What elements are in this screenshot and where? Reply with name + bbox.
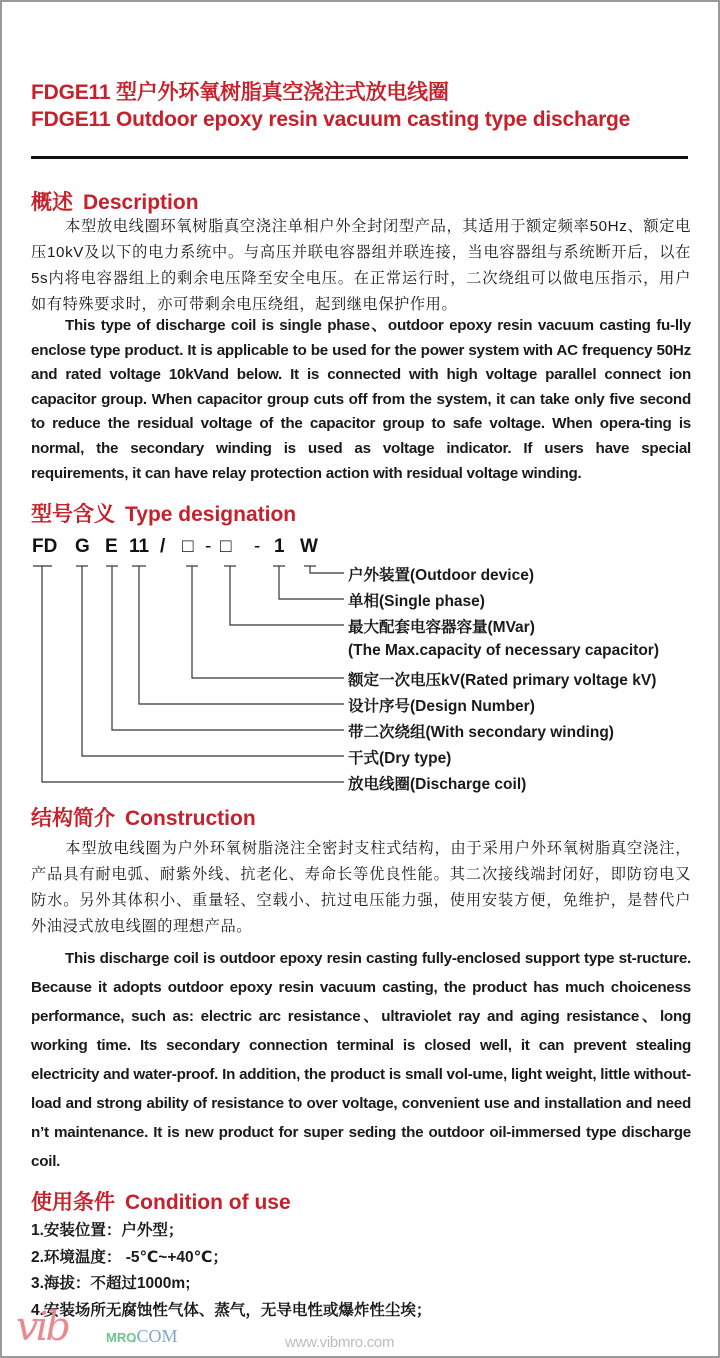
title-cn: FDGE11 型户外环氧树脂真空浇注式放电线圈 — [31, 81, 449, 104]
construction-cn-body: 本型放电线圈为户外环氧树脂浇注全密封支柱式结构，由于采用户外环氧树脂真空浇注，产品具有耐电弧、耐紫外线、抗老化、寿命长等优良性能。其二次接线端封闭好，即防窃电又防水。另外其体积小、重量轻、空载小、抗过电压能力强，使用安装方便，免维护，是替代户外油浸式放电线圈的理想产品。 — [31, 840, 691, 935]
label-dry-type: 干式(Dry type) — [348, 750, 452, 767]
title-en: FDGE11 Outdoor epoxy resin vacuum casting type discharge — [31, 108, 631, 131]
heading-en: Type designation — [125, 503, 297, 526]
heading-cn: 使用条件 — [31, 1191, 115, 1214]
leader-w — [310, 566, 344, 573]
logo-mro: MRO — [106, 1330, 137, 1345]
label-secondary-winding: 带二次绕组(With secondary winding) — [348, 724, 614, 741]
condition-item: 1.安装位置：户外型； — [31, 1222, 184, 1239]
heading-en: Construction — [125, 807, 256, 830]
code-part-11: 11 — [129, 536, 150, 557]
label-outdoor-device: 户外装置(Outdoor device) — [348, 567, 535, 584]
description-cn-body: 本型放电线圈环氧树脂真空浇注单相户外全封闭型产品，其适用于额定频率50Hz、额定电压10kV及以下的电力系统中。与高压并联电容器组并联连接，当电容器组与系统断开后，以在5s内将电容器组上的剩余电压降至安全电压。在正常运行时，二次绕组可以做电压指示，用户如有特殊要求时，亦可带剩余电压绕组，起到继电保护作用。 — [31, 218, 691, 313]
logo-script: vib — [16, 1304, 68, 1350]
code-part-fd: FD — [32, 536, 58, 557]
code-part-dash: - — [254, 536, 261, 557]
heading-en: Condition of use — [125, 1191, 291, 1214]
leader-1 — [279, 566, 344, 599]
code-part-box-voltage: □ — [182, 536, 194, 557]
description-en-body: This type of discharge coil is single phase、outdoor epoxy resin vacuum casting fu-lly enclose type product. It is applicable to be used for the power system with AC frequency 50Hz and rated voltage 10kVand below. It is connected with high voltage parallel connect ion capacitor group. When capacitor group cuts off from the system, it can take only five second to reduce the residual voltage of the capacitor group to safe voltage. When opera-ting is normal, the secondary winding is used as voltage indicator. If users have special requirements, it can have relay protection action with residual voltage winding. — [31, 317, 691, 482]
section-heading-construction — [31, 802, 256, 832]
label-max-capacity-en: (The Max.capacity of necessary capacitor) — [348, 642, 659, 659]
leader-g — [82, 566, 344, 756]
construction-text-cn — [31, 836, 691, 940]
label-max-capacity-cn: 最大配套电容器容量(MVar) — [348, 619, 535, 636]
condition-item: 4.安装场所无腐蚀性气体、蒸气，无导电性或爆炸性尘埃； — [31, 1301, 432, 1319]
code-part-slash: / — [160, 536, 166, 557]
vibmro-logo — [8, 1304, 178, 1355]
code-part-w: W — [300, 536, 318, 557]
code-part-1: 1 — [274, 536, 285, 557]
code-part-dash: - — [205, 536, 212, 557]
leader-box-capacity — [230, 566, 344, 625]
code-part-g: G — [75, 536, 90, 557]
label-discharge-coil: 放电线圈(Discharge coil) — [348, 776, 527, 793]
site-watermark: www.vibmro.com — [285, 1334, 395, 1351]
code-part-box-capacity: □ — [220, 536, 232, 557]
leader-11 — [139, 566, 344, 704]
heading-cn: 型号含义 — [31, 503, 115, 526]
condition-item: 3.海拔：不超过1000m; — [31, 1275, 191, 1292]
construction-text-en — [31, 944, 691, 1176]
heading-cn: 结构简介 — [31, 807, 115, 830]
condition-item: 2.环境温度： -5℃~+40℃； — [31, 1248, 228, 1266]
heading-cn: 概述 — [31, 191, 73, 214]
code-part-e: E — [105, 536, 118, 557]
heading-en: Description — [83, 191, 199, 214]
label-design-number: 设计序号(Design Number) — [348, 698, 535, 715]
construction-en-body: This discharge coil is outdoor epoxy resin casting fully-enclosed support type st-ructure. Because it adopts outdoor epoxy resin vacuum casting, the product has much choiceness performance, such as: electric arc resistance、ultraviolet ray and aging resistance、long working time. Its secondary connection terminal is closed well, it can prevent stealing electricity and water-proof. In addition, the product is small vol-ume, light weight, little without-load and strong ability of resistance to over voltage, convenient use and installation and need n’t maintenance. It is new product for super seding the outdoor oil-immersed type discharge coil. — [31, 950, 691, 1170]
section-heading-conditions — [31, 1186, 291, 1216]
label-single-phase: 单相(Single phase) — [348, 593, 485, 610]
conditions-list — [31, 1218, 431, 1324]
leader-box-voltage — [192, 566, 344, 678]
logo-com: .COM — [132, 1326, 178, 1346]
leader-e — [112, 566, 344, 730]
label-rated-voltage: 额定一次电压kV(Rated primary voltage kV) — [348, 672, 657, 689]
